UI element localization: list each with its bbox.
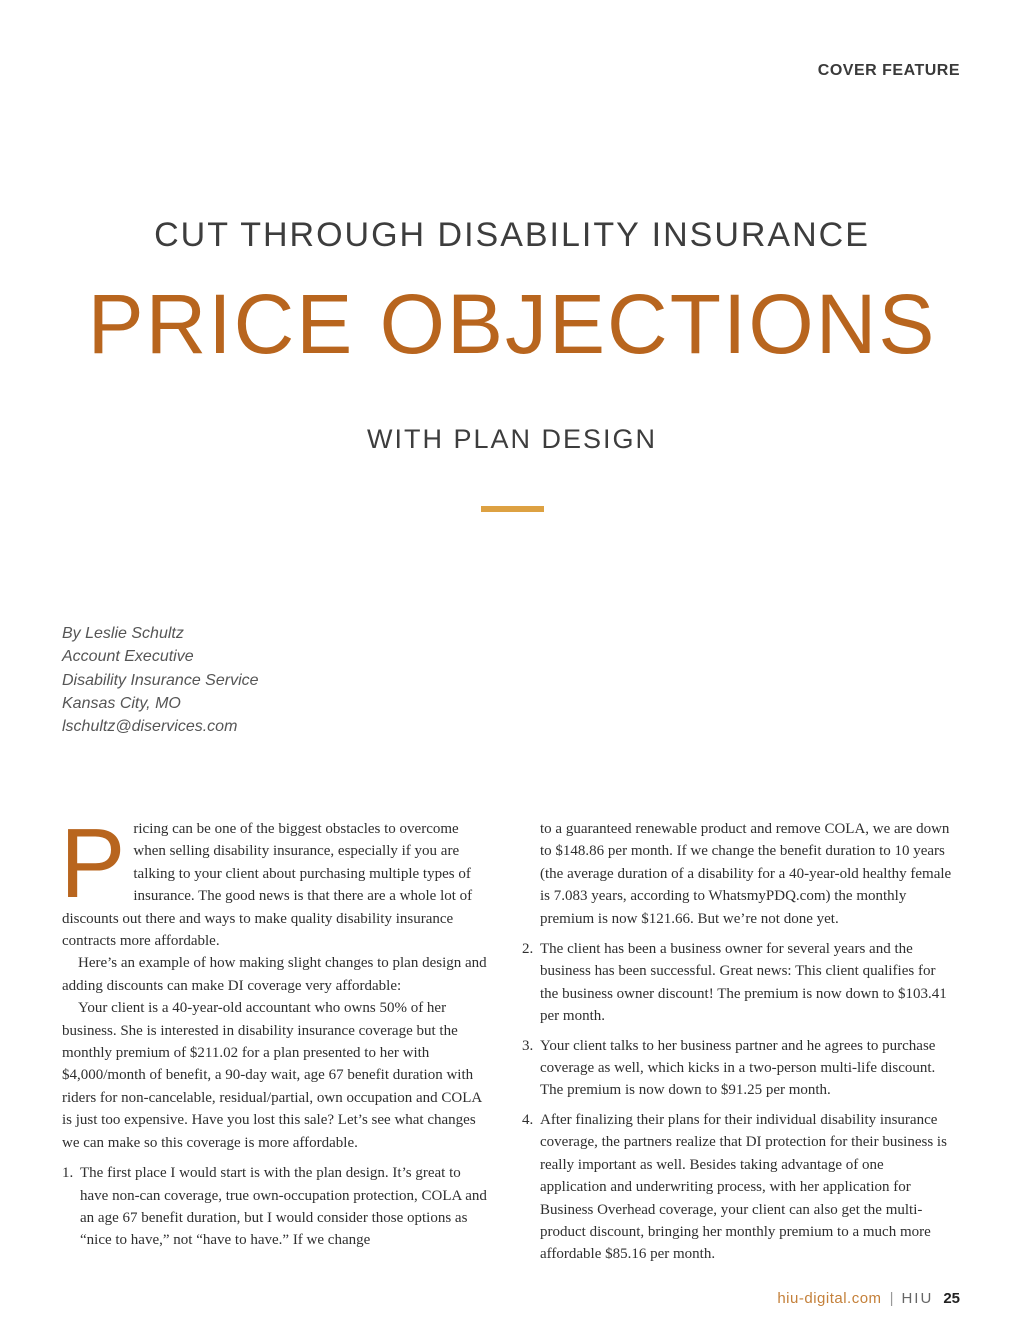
article-column-right — [522, 818, 954, 1273]
steps-list-continued — [522, 938, 954, 1266]
list-item-text: After finalizing their plans for their individual disability insurance coverage, the partners realize that DI protection for their business is really important as well. Besides taking advantage of one application and underwriting process, with her application for Business Overhead coverage, your client can also get the multi-product discount, bringing her monthly premium to a much more affordable $85.16 per month. — [540, 1111, 947, 1263]
byline-author: By Leslie Schultz — [62, 625, 184, 642]
footer-url-link[interactable]: hiu-digital.com — [777, 1290, 882, 1307]
list-item-text: The client has been a business owner for several years and the business has been successful. Great news: This client qualifies for the business owner discount! The premium is now down to $103.41 per month. — [540, 941, 947, 1025]
footer-separator: | — [889, 1290, 894, 1307]
steps-list — [62, 1162, 492, 1252]
list-item-number: 4. — [522, 1111, 534, 1128]
headline-line-1: CUT THROUGH DISABILITY INSURANCE — [154, 216, 870, 254]
list-item-continuation: to a guaranteed renewable product and remove COLA, we are down to $148.86 per month. If we change the benefit duration to 10 years (the average duration of a disability for a 40-year-old healthy female is 7.083 years, according to WhatsmyPDQ.com) the monthly premium is now $121.66. But we’re not done yet. — [540, 821, 952, 927]
headline-line-2: PRICE OBJECTIONS — [87, 277, 937, 371]
byline-company: Disability Insurance Service — [62, 671, 259, 689]
byline-location: Kansas City, MO — [62, 694, 181, 712]
list-item-number: 1. — [62, 1165, 74, 1182]
paragraph-client: Your client is a 40-year-old accountant who owns 50% of her business. She is interested in disability insurance coverage but the monthly premium of $211.02 for a plan presented to her with $4,000/month of benefit, a 90-day wait, age 67 benefit duration with riders for non-cancelable, residual/partial, own occupation and COLA is just too expensive. Have you lost this sale? Let’s see what changes we can make so this coverage is more affordable. — [62, 1000, 482, 1151]
title-divider — [481, 506, 544, 512]
article-column-left — [60, 808, 492, 1259]
byline-email: lschultz@diservices.com — [62, 718, 238, 736]
list-item-text: The first place I would start is with the plan design. It’s great to have non-can coverage, true own-occupation protection, COLA and an age 67 benefit duration, but I would consider those options as “nice to have,” not “have to have.” If we change — [80, 1165, 487, 1249]
section-kicker: COVER FEATURE — [817, 62, 960, 79]
list-item — [522, 1109, 954, 1266]
list-item — [62, 1162, 492, 1252]
list-item — [522, 938, 954, 1028]
page-number: 25 — [943, 1290, 960, 1307]
list-item-number: 2. — [522, 941, 534, 958]
paragraph-intro — [60, 808, 492, 952]
paragraph-intro-text: ricing can be one of the biggest obstacles to overcome when selling disability insurance, especially if you are talking to your client about purchasing multiple types of insurance. The good news is that there are a whole lot of discounts out there and ways to make quality disability insurance contracts more affordable. — [62, 821, 473, 950]
byline — [62, 622, 259, 738]
list-item-number: 3. — [522, 1037, 534, 1054]
list-item-text: Your client talks to her business partner and he agrees to purchase coverage as well, which kicks in a two-person multi-life discount. The premium is now down to $91.25 per month. — [540, 1037, 936, 1099]
list-item — [522, 1035, 954, 1102]
footer-publication: HIU — [901, 1290, 934, 1307]
drop-cap: P — [60, 808, 126, 918]
headline-line-3: WITH PLAN DESIGN — [366, 424, 658, 454]
page-footer — [777, 1290, 960, 1307]
byline-role: Account Executive — [62, 648, 194, 666]
paragraph-example: Here’s an example of how making slight changes to plan design and adding discounts can make DI coverage very affordable: — [62, 955, 487, 994]
